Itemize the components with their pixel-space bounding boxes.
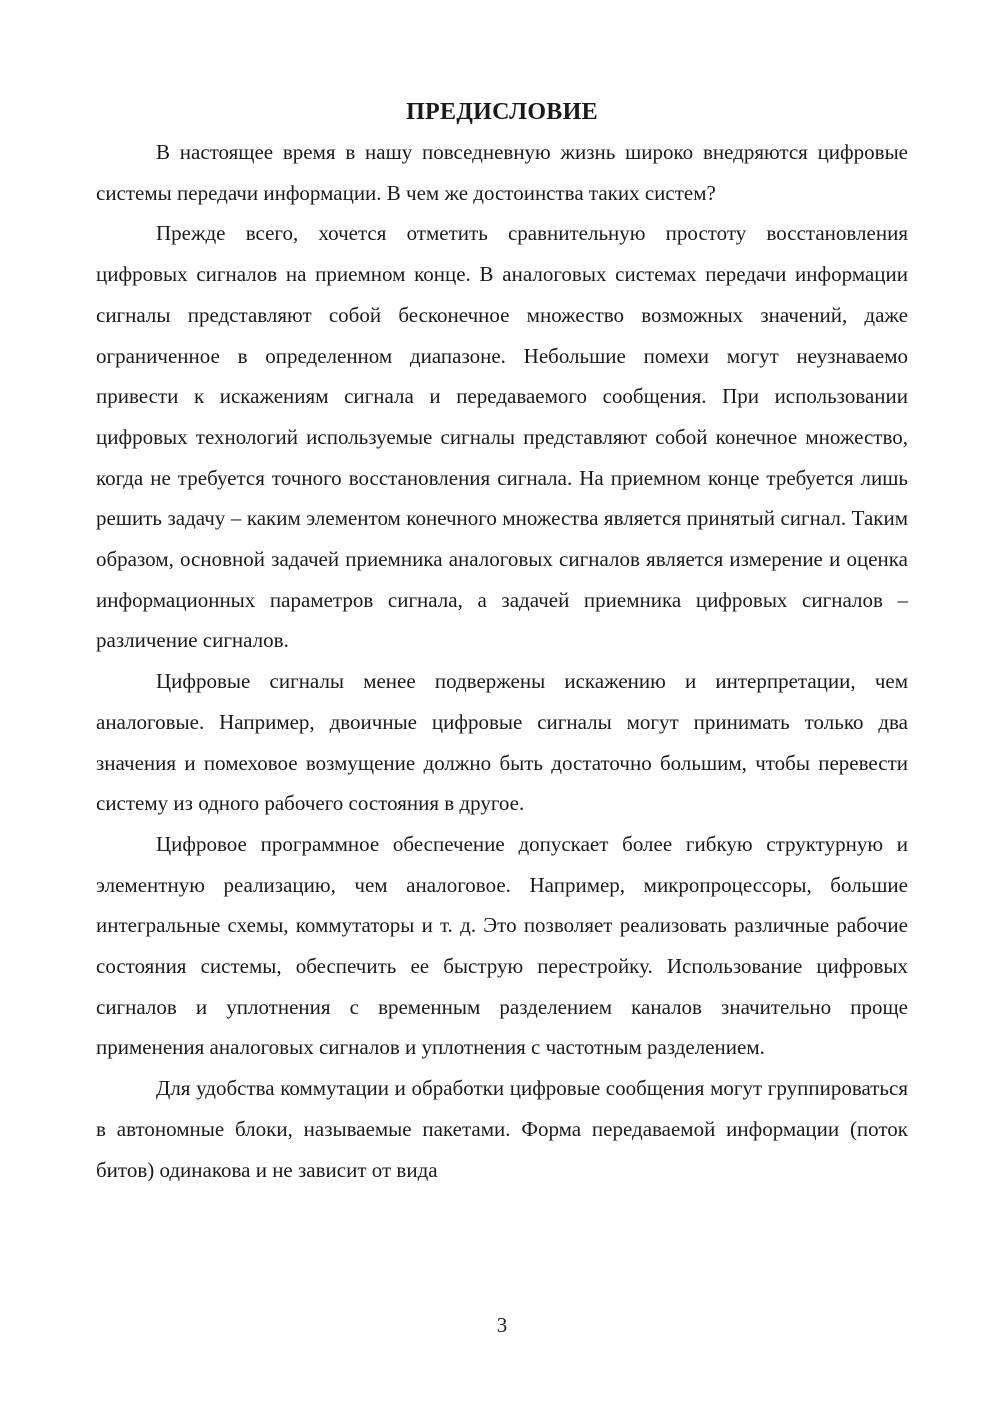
paragraph-software-flexibility: Цифровое программное обеспечение допускает более гибкую структурную и элементную реализацию, чем аналоговое. Например, микропроцессоры, большие интегральные схемы, коммутаторы и т. д. Это позволяет реализовать различные рабочие состояния системы, обеспечить ее быструю перестройку. Использование цифровых сигналов и уплотнения с временным разделением каналов значительно проще применения аналоговых сигналов и уплотнения с частотным разделением. xyxy=(96,831,908,1060)
page-title: ПРЕДИСЛОВИЕ xyxy=(406,99,598,125)
page-number: 3 xyxy=(496,1313,508,1337)
paragraph-signal-restoration: Прежде всего, хочется отметить сравнительную простоту восстановления цифровых сигналов на приемном конце. В аналоговых системах передачи информации сигналы представляют собой бесконечное множество возможных значений, даже ограниченное в определенном диапазоне. Небольшие помехи могут неузнаваемо привести к искажениям сигнала и передаваемого сообщения. При использовании цифровых технологий используемые сигналы представляют собой конечное множество, когда не требуется точного восстановления сигнала. На приемном конце требуется лишь решить задачу – каким элементом конечного множества является принятый сигнал. Таким образом, основной задачей приемника аналоговых сигналов является измерение и оценка информационных параметров сигнала, а задачей приемника цифровых сигналов – различение сигналов. xyxy=(96,221,908,653)
paragraph-distortion-resistance: Цифровые сигналы менее подвержены искажению и интерпретации, чем аналоговые. Например, двоичные цифровые сигналы могут принимать только два значения и помеховое возмущение должно быть достаточно большим, чтобы перевести систему из одного рабочего состояния в другое. xyxy=(96,669,908,816)
paragraph-intro: В настоящее время в нашу повседневную жизнь широко внедряются цифровые системы передачи информации. В чем же достоинства таких систем? xyxy=(96,140,908,205)
paragraph-packets: Для удобства коммутации и обработки цифровые сообщения могут группироваться в автономные блоки, называемые пакетами. Форма передаваемой информации (поток битов) одинакова и не зависит от вида xyxy=(96,1076,908,1182)
document-page xyxy=(96,92,908,1190)
